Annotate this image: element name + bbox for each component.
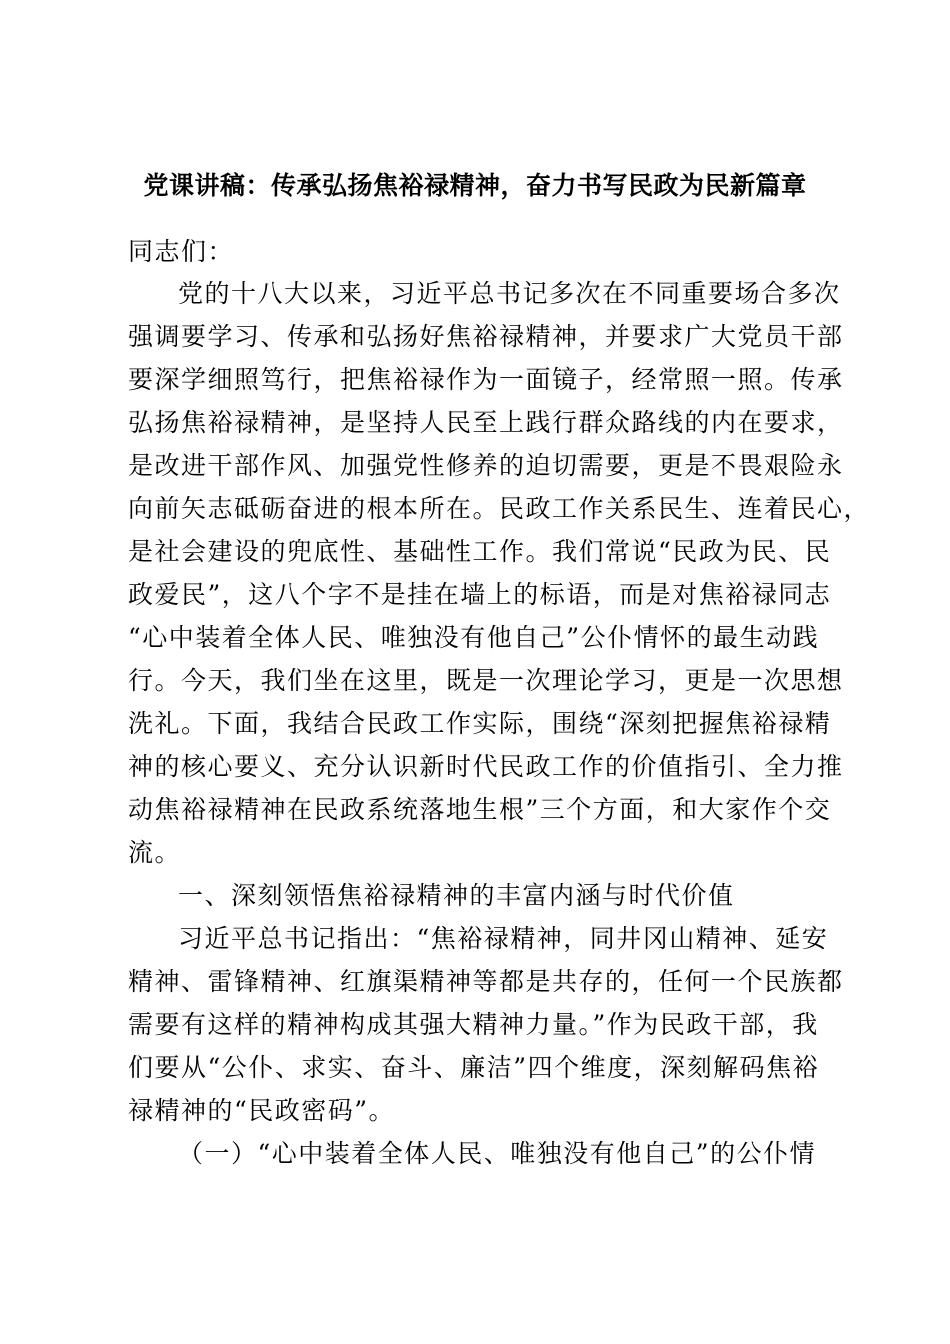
section-heading: 一、深刻领悟焦裕禄精神的丰富内涵与时代价值 — [178, 881, 735, 910]
paragraph-line: 是社会建设的兜底性、基础性工作。我们常说“民政为民、民 — [128, 537, 832, 566]
paragraph-line: 动焦裕禄精神在民政系统落地生根”三个方面，和大家作个交 — [128, 795, 832, 824]
paragraph-line: 政爱民”，这八个字不是挂在墙上的标语，而是对焦裕禄同志 — [128, 580, 832, 609]
paragraph-line: 行。今天，我们坐在这里，既是一次理论学习，更是一次思想 — [128, 666, 844, 695]
paragraph-line: 精神、雷锋精神、红旗渠精神等都是共存的，任何一个民族都 — [128, 967, 844, 996]
document-title: 党课讲稿：传承弘扬焦裕禄精神，奋力书写民政为民新篇章 — [143, 171, 807, 200]
subsection-heading: （一）“心中装着全体人民、唯独没有他自己”的公仆情 — [178, 1139, 817, 1168]
paragraph-line: 习近平总书记指出：“焦裕禄精神，同井冈山精神、延安 — [178, 924, 829, 953]
paragraph-line: 神的核心要义、充分认识新时代民政工作的价值指引、全力推 — [128, 752, 844, 781]
paragraph-line: 洗礼。下面，我结合民政工作实际，围绕“深刻把握焦裕禄精 — [128, 709, 832, 738]
paragraph-line: 流。 — [128, 838, 182, 867]
paragraph-line: 弘扬焦裕禄精神，是坚持人民至上践行群众路线的内在要求， — [128, 408, 844, 437]
paragraph-line: 要深学细照笃行，把焦裕禄作为一面镜子，经常照一照。传承 — [128, 365, 844, 394]
paragraph-line: 需要有这样的精神构成其强大精神力量。”作为民政干部，我 — [128, 1010, 819, 1039]
paragraph-line: 强调要学习、传承和弘扬好焦裕禄精神，并要求广大党员干部 — [128, 322, 844, 351]
salutation: 同志们： — [128, 237, 235, 266]
paragraph-line: 禄精神的“民政密码”。 — [128, 1096, 396, 1125]
paragraph-line: 向前矢志砥砺奋进的根本所在。民政工作关系民生、连着民心， — [128, 494, 871, 523]
paragraph-line: 是改进干部作风、加强党性修养的迫切需要，更是不畏艰险永 — [128, 451, 844, 480]
paragraph-line: 党的十八大以来，习近平总书记多次在不同重要场合多次 — [178, 279, 841, 308]
paragraph-line: 们要从“公仆、求实、奋斗、廉洁”四个维度，深刻解码焦裕 — [128, 1053, 820, 1082]
paragraph-line: “心中装着全体人民、唯独没有他自己”公仆情怀的最生动践 — [128, 623, 820, 652]
